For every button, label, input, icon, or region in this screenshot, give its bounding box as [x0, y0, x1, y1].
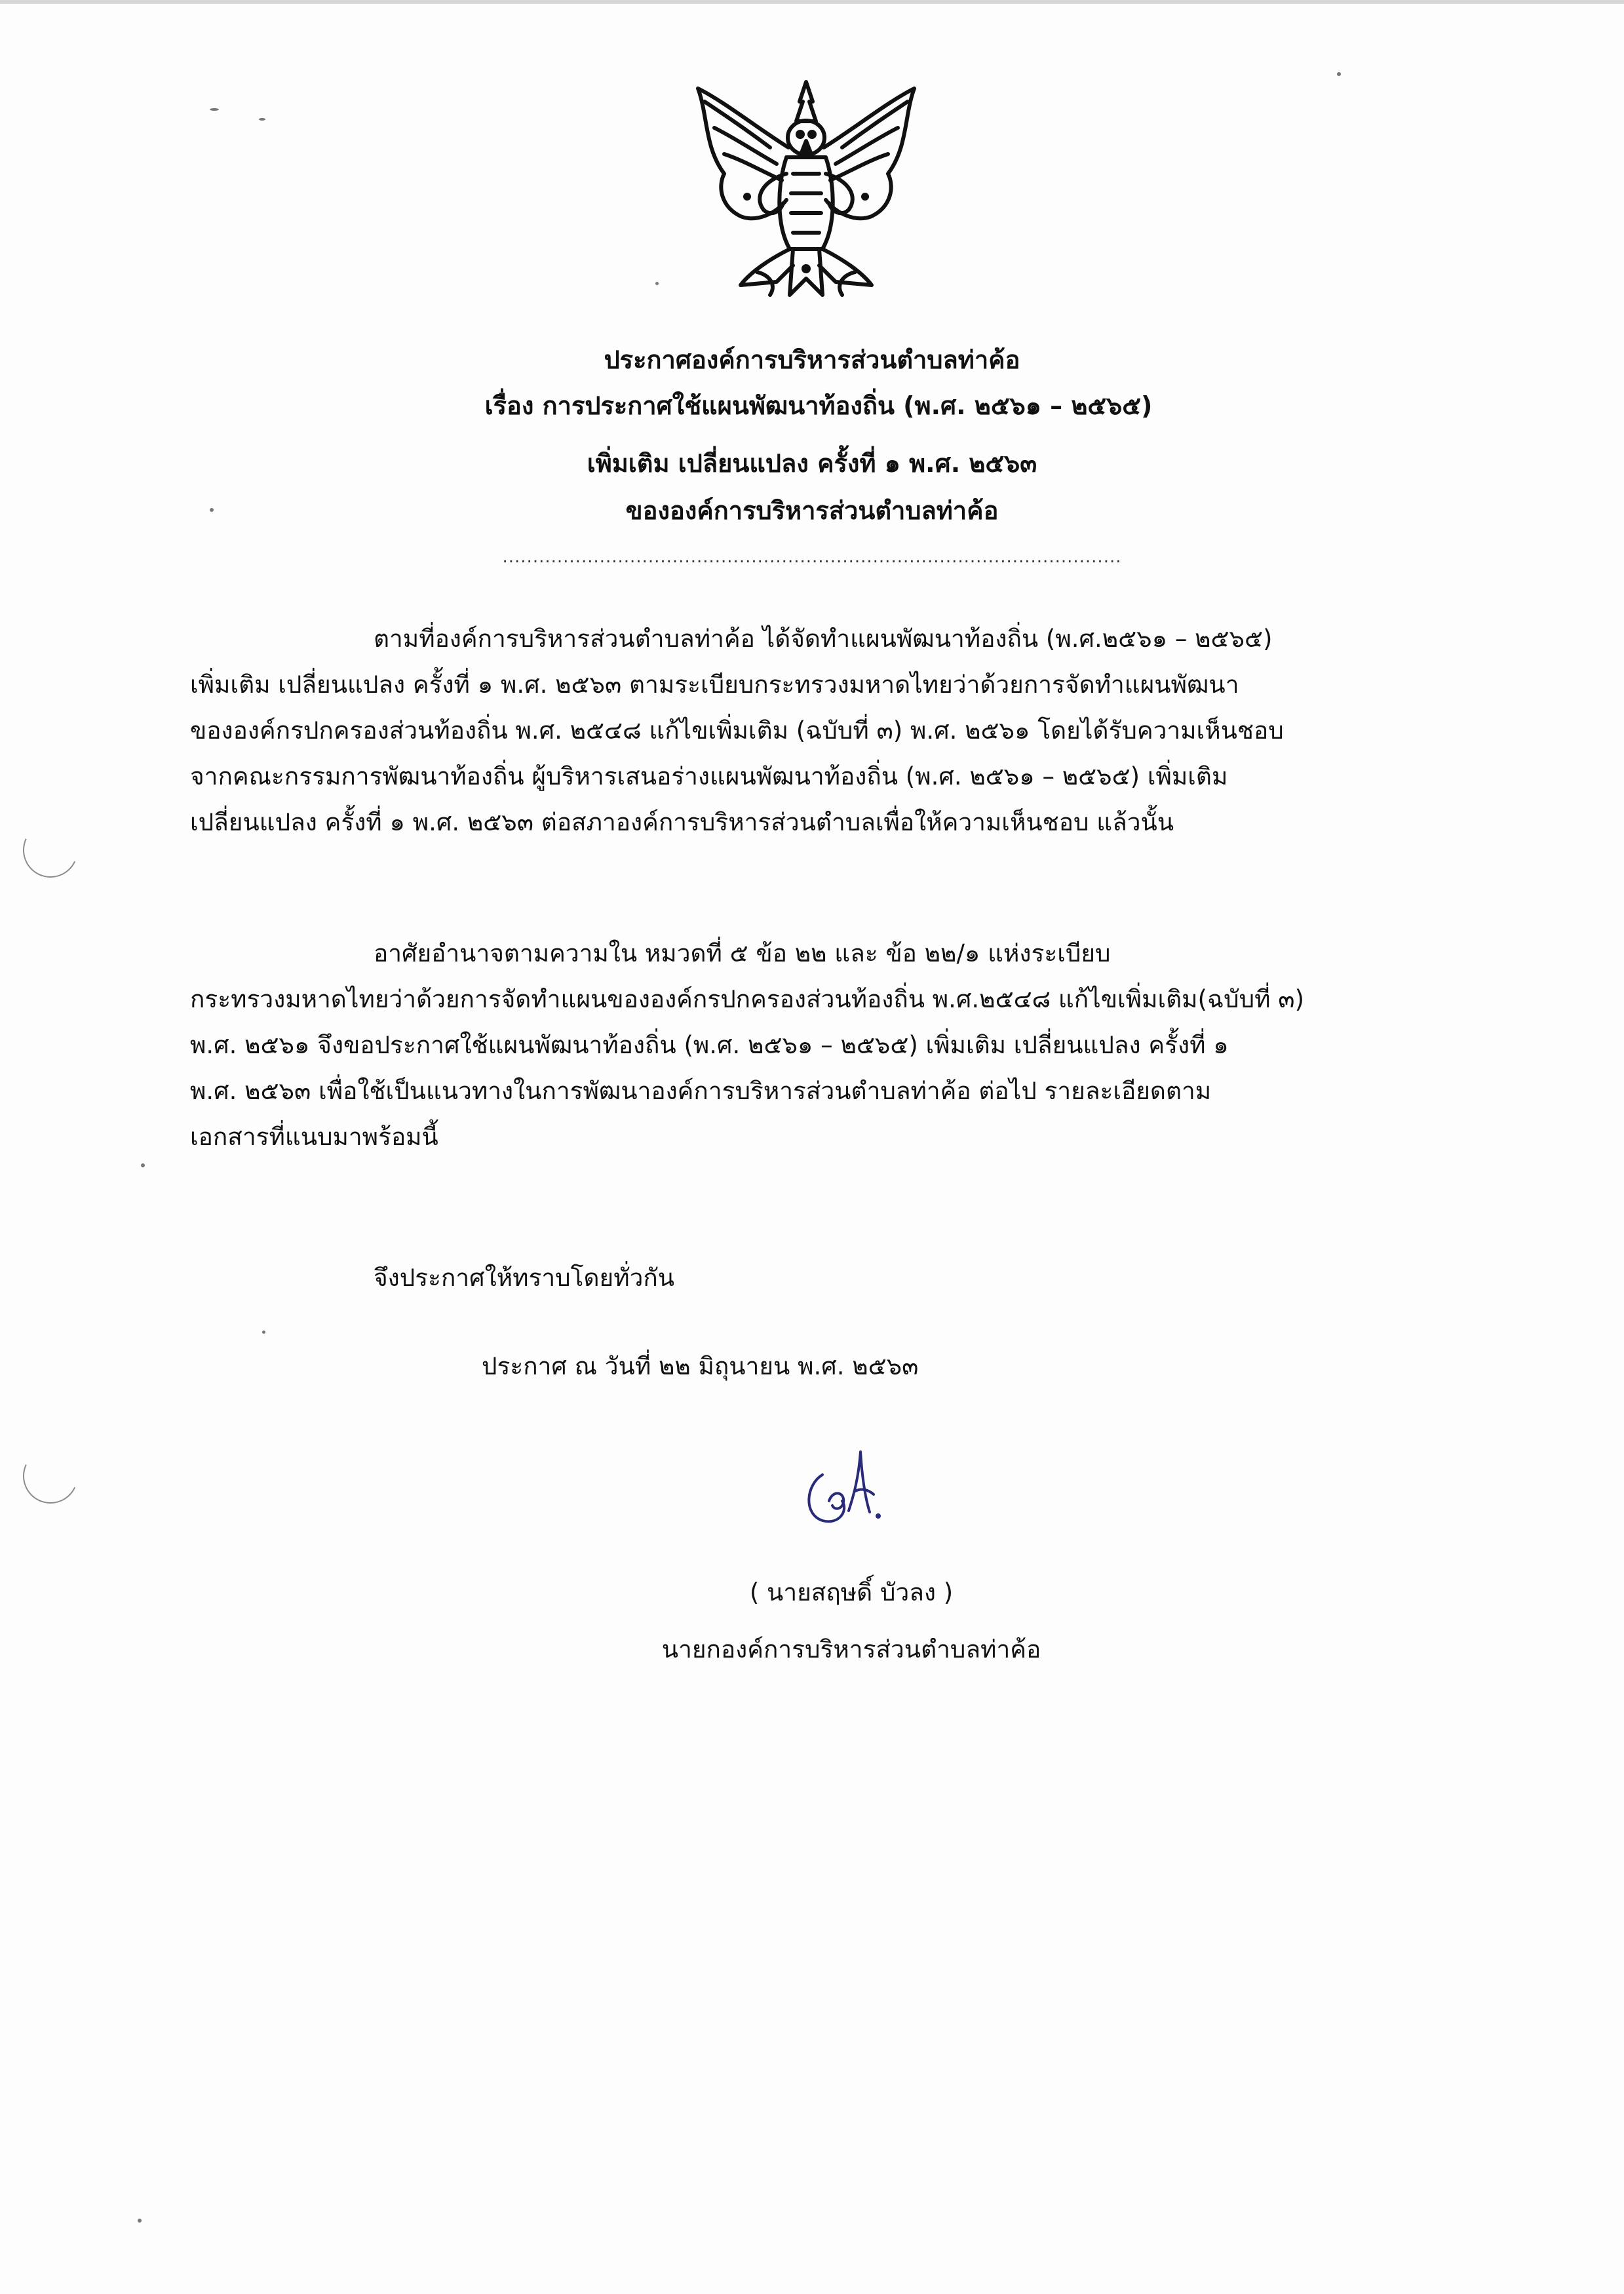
handwritten-signature: [796, 1439, 895, 1537]
scan-top-edge: [0, 0, 1624, 4]
paragraph-line: เปลี่ยนแปลง ครั้งที่ ๑ พ.ศ. ๒๕๖๓ ต่อสภาองค์การบริหารส่วนตำบลเพื่อให้ความเห็นชอบ แล้วนั้น: [190, 808, 1174, 836]
signer-position: นายกองค์การบริหารส่วนตำบลท่าค้อ: [661, 1635, 1041, 1663]
punch-hole-mark: [15, 1441, 86, 1511]
paragraph-line: เอกสารที่แนบมาพร้อมนี้: [190, 1123, 438, 1151]
scan-speck: [138, 2219, 142, 2223]
paragraph-line: เพิ่มเติม เปลี่ยนแปลง ครั้งที่ ๑ พ.ศ. ๒๕๖๓ ตามระเบียบกระทรวงมหาดไทยว่าด้วยการจัดทำแผนพัฒนา: [190, 671, 1239, 699]
scan-speck: [141, 1163, 145, 1167]
paragraph-line: อาศัยอำนาจตามความใน หมวดที่ ๕ ข้อ ๒๒ และ ข้อ ๒๒/๑ แห่งระเบียบ: [374, 939, 1111, 967]
heading-organization: ขององค์การบริหารส่วนตำบลท่าค้อ: [625, 496, 999, 525]
paragraph-line: จากคณะกรรมการพัฒนาท้องถิ่น ผู้บริหารเสนอร่างแผนพัฒนาท้องถิ่น (พ.ศ. ๒๕๖๑ – ๒๕๖๕) เพิ่มเติม: [190, 762, 1228, 790]
closing-statement: จึงประกาศให้ทราบโดยทั่วกัน: [374, 1264, 675, 1292]
scan-speck: [210, 108, 219, 111]
paragraph-line: พ.ศ. ๒๕๖๓ เพื่อใช้เป็นแนวทางในการพัฒนาองค์การบริหารส่วนตำบลท่าค้อ ต่อไป รายละเอียดตาม: [190, 1077, 1212, 1105]
paragraph-line: ตามที่องค์การบริหารส่วนตำบลท่าค้อ ได้จัดทำแผนพัฒนาท้องถิ่น (พ.ศ.๒๕๖๑ – ๒๕๖๕): [374, 625, 1273, 653]
heading-amendment: เพิ่มเติม เปลี่ยนแปลง ครั้งที่ ๑ พ.ศ. ๒๕๖๓: [587, 449, 1037, 478]
announcement-date: ประกาศ ณ วันที่ ๒๒ มิถุนายน พ.ศ. ๒๕๖๓: [482, 1352, 919, 1380]
garuda-emblem-icon: [678, 75, 934, 298]
paragraph-authority: [190, 931, 1425, 1160]
paragraph-background: [190, 616, 1425, 846]
scan-speck: [262, 1331, 265, 1334]
signer-name: ( นายสฤษดิ์ บัวลง ): [749, 1578, 954, 1606]
scan-speck: [655, 282, 659, 285]
heading-announcement: ประกาศองค์การบริหารส่วนตำบลท่าค้อ: [604, 345, 1020, 374]
punch-hole-mark: [15, 815, 86, 885]
paragraph-line: พ.ศ. ๒๕๖๑ จึงขอประกาศใช้แผนพัฒนาท้องถิ่น (พ.ศ. ๒๕๖๑ – ๒๕๖๕) เพิ่มเติม เปลี่ยนแปลง ครั้งที่ ๑: [190, 1031, 1229, 1059]
scan-speck: [259, 118, 265, 121]
heading-separator: ......................................................................................................: [502, 547, 1122, 567]
scan-speck: [1337, 72, 1341, 76]
paragraph-line: ขององค์กรปกครองส่วนท้องถิ่น พ.ศ. ๒๕๔๘ แก้ไขเพิ่มเติม (ฉบับที่ ๓) พ.ศ. ๒๕๖๑ โดยได้รับความเห็นชอบ: [190, 716, 1284, 745]
heading-subject: เรื่อง การประกาศใช้แผนพัฒนาท้องถิ่น (พ.ศ. ๒๕๖๑ – ๒๕๖๕): [484, 391, 1153, 420]
paragraph-line: กระทรวงมหาดไทยว่าด้วยการจัดทำแผนขององค์กรปกครองส่วนท้องถิ่น พ.ศ.๒๕๔๘ แก้ไขเพิ่มเติม(ฉบับที่ ๓): [190, 985, 1305, 1013]
scan-speck: [210, 508, 214, 512]
